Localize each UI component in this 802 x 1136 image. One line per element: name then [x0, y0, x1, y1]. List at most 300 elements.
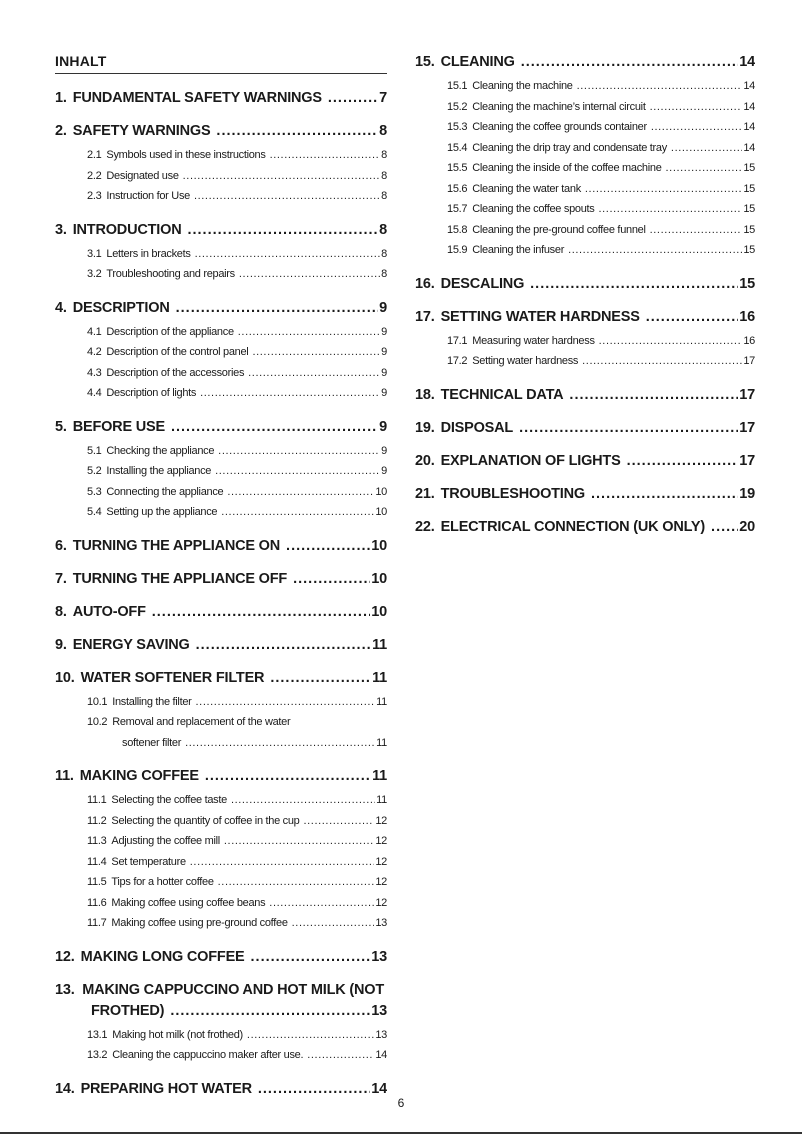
toc-section-page: 13 — [371, 948, 387, 965]
toc-subsection-number: 15.6 — [447, 182, 468, 195]
toc-subsection-title: Cleaning the water tank — [472, 182, 581, 195]
toc-subsection-number: 4.3 — [87, 366, 102, 379]
toc-subsection-number: 15.9 — [447, 244, 468, 256]
toc-section — [55, 220, 387, 285]
toc-subsection[interactable] — [447, 117, 755, 138]
toc-section-page: 11 — [372, 768, 387, 784]
toc-section — [55, 602, 387, 622]
toc-section — [415, 517, 755, 537]
toc-section-page: 20 — [739, 518, 755, 535]
toc-subsection-page: 8 — [381, 268, 387, 280]
toc-subsection-number: 13.2 — [87, 1049, 108, 1061]
toc-subsection-title: Cleaning the inside of the coffee machine — [472, 162, 662, 174]
toc-subsection-title: Cleaning the coffee grounds container — [472, 121, 647, 133]
toc-subsection-title: Installing the appliance — [106, 465, 212, 477]
toc-section-number: 4. — [55, 299, 67, 316]
toc-section — [55, 121, 387, 207]
toc-header: INHALT — [55, 52, 387, 74]
toc-subsection-number: 13.1 — [87, 1028, 108, 1041]
toc-subsection[interactable] — [447, 76, 755, 97]
toc-section — [55, 88, 387, 108]
toc-subsection-number: 11.5 — [87, 876, 107, 888]
toc-section-page: 16 — [739, 308, 755, 325]
toc-subsection-page: 16 — [743, 334, 755, 347]
toc-section-heading-cont[interactable] — [55, 1001, 387, 1021]
toc-leader-dots — [196, 692, 376, 713]
toc-section-page: 10 — [371, 603, 387, 620]
toc-subsection-title: Setting water hardness — [472, 355, 579, 367]
toc-leader-dots — [190, 852, 375, 873]
page-number: 6 — [397, 1096, 405, 1110]
toc-subsection-title: Measuring water hardness — [472, 334, 595, 347]
toc-section-heading[interactable] — [55, 668, 387, 688]
toc-leader-dots — [270, 145, 381, 166]
toc-subsection-title: Designated use — [106, 169, 179, 182]
toc-section-title: WATER SOFTENER FILTER — [80, 669, 265, 686]
toc-section-number: 6. — [55, 537, 67, 554]
toc-subsection-title: Adjusting the coffee mill — [111, 835, 220, 847]
toc-section-heading[interactable] — [415, 274, 755, 294]
toc-subsection[interactable] — [87, 363, 387, 384]
toc-leader-dots — [328, 88, 378, 108]
toc-subsection-list — [55, 1025, 387, 1066]
toc-subsection-title: Cleaning the coffee spouts — [472, 203, 595, 215]
toc-subsection[interactable] — [87, 811, 387, 832]
toc-leader-dots — [247, 1025, 374, 1046]
toc-subsection-number: 2.2 — [87, 169, 102, 182]
toc-subsection[interactable] — [87, 872, 387, 893]
bottom-rule — [0, 1132, 802, 1134]
toc-leader-dots — [238, 322, 380, 343]
toc-section — [55, 668, 387, 754]
toc-subsection-page: 9 — [381, 366, 387, 379]
toc-subsection[interactable] — [87, 692, 387, 713]
toc-subsection-title: Description of the accessories — [106, 366, 245, 379]
toc-section — [415, 307, 755, 372]
toc-subsection[interactable] — [447, 97, 755, 118]
toc-section-page: 15 — [739, 275, 755, 292]
toc-section-title-cont: FROTHED) — [91, 1002, 165, 1019]
toc-subsection[interactable] — [87, 502, 387, 523]
toc-leader-dots — [577, 76, 743, 97]
toc-leader-dots — [304, 811, 375, 832]
toc-subsection-title: Setting up the appliance — [106, 506, 218, 518]
toc-subsection-title: Selecting the quantity of coffee in the cup — [111, 814, 300, 827]
toc-section-title: FUNDAMENTAL SAFETY WARNINGS — [72, 90, 322, 106]
toc-subsection[interactable] — [87, 186, 387, 207]
toc-subsection-page: 15 — [743, 223, 755, 236]
toc-section-title: DESCRIPTION — [72, 299, 170, 316]
toc-subsection-page: 9 — [381, 325, 387, 338]
toc-section-title: MAKING COFFEE — [79, 768, 199, 784]
toc-subsection-number: 11.3 — [87, 835, 107, 847]
toc-subsection-title: Troubleshooting and repairs — [106, 268, 235, 280]
toc-subsection-title: Checking the appliance — [106, 444, 215, 457]
toc-subsection-page: 12 — [375, 855, 387, 868]
toc-subsection[interactable] — [87, 831, 387, 852]
toc-subsection-number: 15.4 — [447, 141, 468, 154]
toc-leader-dots — [270, 668, 371, 688]
toc-section-heading[interactable] — [415, 385, 755, 405]
toc-subsection-number: 15.5 — [447, 162, 468, 174]
toc-leader-dots — [239, 264, 380, 285]
toc-section-page: 10 — [371, 537, 387, 554]
toc-leader-dots — [521, 52, 739, 72]
toc-section-number: 18. — [415, 386, 435, 403]
toc-subsection[interactable] — [447, 179, 755, 200]
toc-subsection-title: Installing the filter — [112, 695, 192, 708]
toc-section-number: 14. — [55, 1080, 75, 1097]
toc-section-number: 8. — [55, 603, 67, 620]
toc-subsection[interactable] — [87, 893, 387, 914]
toc-subsection-list — [55, 441, 387, 523]
toc-subsection[interactable] — [87, 790, 387, 811]
toc-leader-dots — [650, 220, 743, 241]
toc-section-number: 19. — [415, 419, 435, 436]
toc-section-heading[interactable] — [415, 307, 755, 327]
toc-leader-dots — [269, 893, 374, 914]
toc-subsection[interactable] — [87, 383, 387, 404]
toc-leader-dots — [200, 383, 380, 404]
toc-section-title: TROUBLESHOOTING — [440, 485, 585, 502]
toc-section-page: 10 — [371, 570, 387, 587]
toc-subsection-page: 13 — [375, 917, 387, 929]
toc-subsection-page: 14 — [375, 1049, 387, 1061]
toc-subsection[interactable] — [87, 913, 387, 934]
toc-section-heading[interactable] — [55, 569, 387, 589]
toc-section-title: PREPARING HOT WATER — [80, 1080, 252, 1097]
toc-subsection-page: 12 — [375, 896, 387, 909]
toc-section-title: SETTING WATER HARDNESS — [440, 308, 640, 325]
toc-section — [55, 980, 387, 1066]
toc-subsection[interactable] — [87, 342, 387, 363]
toc-leader-dots — [218, 872, 375, 893]
toc-section-page: 11 — [372, 636, 387, 653]
toc-subsection-number: 5.1 — [87, 444, 102, 457]
toc-section-title: BEFORE USE — [72, 418, 165, 435]
toc-subsection-page: 14 — [743, 100, 755, 113]
toc-section — [55, 536, 387, 556]
toc-subsection-title: Making hot milk (not frothed) — [112, 1028, 243, 1041]
toc-subsection-page: 12 — [375, 835, 387, 847]
toc-section-heading[interactable] — [55, 766, 387, 786]
toc-subsection-page: 15 — [743, 203, 755, 215]
toc-subsection-title: Cleaning the machine’s internal circuit — [472, 100, 646, 113]
toc-section-number: 21. — [415, 485, 435, 502]
toc-section-heading[interactable] — [55, 298, 387, 318]
toc-leader-dots — [215, 461, 380, 482]
toc-subsection-number: 17.1 — [447, 334, 468, 347]
toc-section-page: 17 — [739, 419, 755, 436]
toc-leader-dots — [171, 417, 378, 437]
toc-leader-dots — [231, 790, 375, 811]
toc-subsection-list — [415, 76, 755, 261]
toc-subsection-page: 10 — [375, 506, 387, 518]
toc-section-heading[interactable] — [55, 220, 387, 240]
toc-subsection-number: 5.2 — [87, 465, 102, 477]
toc-subsection-number: 4.1 — [87, 325, 102, 338]
toc-section-page: 8 — [379, 221, 387, 238]
toc-leader-dots — [293, 569, 370, 589]
toc-section-heading[interactable] — [55, 417, 387, 437]
toc-subsection-number: 15.1 — [447, 80, 468, 92]
toc-section — [55, 417, 387, 523]
toc-subsection-number: 3.1 — [87, 247, 102, 260]
toc-section-title: TURNING THE APPLIANCE OFF — [72, 570, 288, 587]
toc-section-heading[interactable] — [415, 517, 755, 537]
toc-subsection-number: 11.2 — [87, 814, 107, 827]
toc-subsection-title: Cleaning the machine — [472, 80, 573, 92]
toc-subsection-title: Making coffee using pre-ground coffee — [111, 917, 288, 929]
toc-subsection-title: Instruction for Use — [106, 190, 190, 202]
toc-section-page: 14 — [371, 1080, 387, 1097]
toc-section-page: 17 — [739, 386, 755, 403]
toc-subsection-list — [55, 322, 387, 404]
toc-section-heading[interactable] — [415, 484, 755, 504]
toc-section-page: 11 — [372, 669, 387, 686]
toc-leader-dots — [530, 274, 738, 294]
toc-section-page: 9 — [379, 418, 387, 435]
toc-section-heading[interactable] — [55, 980, 387, 1001]
toc-section — [55, 569, 387, 589]
toc-leader-dots — [569, 385, 738, 405]
toc-subsection-page: 9 — [381, 387, 387, 399]
toc-section-title: DESCALING — [440, 275, 525, 292]
toc-leader-dots — [224, 831, 374, 852]
toc-subsection[interactable] — [447, 351, 755, 372]
toc-subsection-page: 11 — [376, 794, 387, 806]
toc-subsection-cont[interactable] — [87, 733, 387, 754]
toc-section-page: 14 — [739, 54, 755, 70]
toc-subsection[interactable] — [87, 441, 387, 462]
toc-subsection-page: 8 — [381, 149, 387, 161]
toc-subsection-title: Tips for a hotter coffee — [111, 876, 214, 888]
toc-subsection-page: 14 — [743, 80, 755, 92]
toc-left-column — [55, 52, 387, 1112]
toc-section-number: 9. — [55, 636, 67, 653]
toc-subsection-title: Symbols used in these instructions — [106, 149, 266, 161]
toc-section-number: 3. — [55, 221, 67, 238]
toc-subsection-title-cont: softener filter — [122, 736, 182, 749]
toc-subsection-number: 15.7 — [447, 203, 468, 215]
toc-leader-dots — [183, 166, 381, 187]
toc-section-title: SAFETY WARNINGS — [72, 123, 211, 139]
toc-subsection-title: Cleaning the infuser — [472, 244, 565, 256]
toc-subsection[interactable] — [87, 264, 387, 285]
toc-subsection-page: 17 — [743, 355, 755, 367]
toc-section-page: 17 — [739, 452, 755, 469]
toc-subsection[interactable] — [87, 712, 387, 733]
toc-subsection-title: Description of the appliance — [106, 325, 234, 338]
toc-subsection-title: Cleaning the cappuccino maker after use. — [112, 1049, 304, 1061]
toc-leader-dots — [599, 331, 743, 352]
toc-section — [415, 274, 755, 294]
toc-subsection-page: 11 — [376, 736, 387, 749]
toc-subsection[interactable] — [87, 145, 387, 166]
toc-subsection-title: Letters in brackets — [106, 247, 191, 260]
toc-leader-dots — [248, 363, 380, 384]
toc-section-title: DISPOSAL — [440, 419, 514, 436]
toc-subsection-number: 2.1 — [87, 149, 102, 161]
toc-section — [55, 766, 387, 934]
toc-leader-dots — [196, 635, 371, 655]
toc-subsection-title: Connecting the appliance — [106, 485, 224, 498]
toc-subsection[interactable] — [87, 852, 387, 873]
toc-section-number: 12. — [55, 948, 75, 965]
toc-subsection[interactable] — [87, 166, 387, 187]
toc-section-title: INTRODUCTION — [72, 221, 182, 238]
toc-leader-dots — [152, 602, 371, 622]
toc-subsection-page: 11 — [376, 695, 387, 708]
toc-subsection[interactable] — [87, 1045, 387, 1066]
toc-section — [55, 947, 387, 967]
toc-leader-dots — [187, 220, 378, 240]
toc-section-number: 17. — [415, 308, 435, 325]
toc-leader-dots — [221, 502, 374, 523]
toc-leader-dots — [227, 482, 374, 503]
toc-section-title: CLEANING — [440, 54, 515, 70]
toc-section-number: 20. — [415, 452, 435, 469]
toc-subsection-number: 11.1 — [87, 794, 107, 806]
toc-subsection-page: 12 — [375, 814, 387, 827]
toc-subsection-page: 15 — [743, 182, 755, 195]
toc-subsection-page: 14 — [743, 141, 755, 154]
toc-subsection-list — [55, 692, 387, 754]
toc-leader-dots — [216, 121, 378, 141]
toc-subsection[interactable] — [447, 199, 755, 220]
toc-section-number: 16. — [415, 275, 435, 292]
toc-subsection[interactable] — [87, 461, 387, 482]
toc-subsection-title: Making coffee using coffee beans — [111, 896, 266, 909]
toc-subsection-page: 9 — [381, 346, 387, 358]
toc-subsection-title: Cleaning the drip tray and condensate tray — [472, 141, 667, 154]
toc-subsection[interactable] — [447, 220, 755, 241]
toc-subsection-page: 10 — [375, 485, 387, 498]
toc-subsection-page: 8 — [381, 247, 387, 260]
toc-leader-dots — [170, 1001, 370, 1021]
toc-subsection-number: 11.4 — [87, 855, 107, 868]
toc-section-page: 9 — [379, 299, 387, 316]
toc-subsection-number: 3.2 — [87, 268, 102, 280]
toc-section — [415, 451, 755, 471]
toc-section-title: TURNING THE APPLIANCE ON — [72, 537, 281, 554]
toc-section-heading[interactable] — [55, 121, 387, 141]
toc-section-number: 15. — [415, 54, 435, 70]
toc-subsection-list — [55, 145, 387, 207]
toc-section-number: 13. — [55, 981, 75, 998]
toc-leader-dots — [519, 418, 738, 438]
toc-leader-dots — [195, 244, 381, 265]
toc-subsection[interactable] — [447, 138, 755, 159]
toc-leader-dots — [582, 351, 742, 372]
toc-section — [415, 385, 755, 405]
toc-subsection-page: 15 — [743, 162, 755, 174]
toc-section — [55, 298, 387, 404]
toc-subsection-page: 8 — [381, 169, 387, 182]
toc-subsection[interactable] — [87, 244, 387, 265]
toc-subsection-number: 15.2 — [447, 100, 468, 113]
toc-section-heading[interactable] — [55, 88, 387, 108]
toc-subsection-title: Cleaning the pre-ground coffee funnel — [472, 223, 646, 236]
toc-leader-dots — [194, 186, 380, 207]
toc-section-heading[interactable] — [415, 418, 755, 438]
toc-section-page: 7 — [379, 90, 387, 106]
toc-section-number: 10. — [55, 669, 75, 686]
toc-section-heading[interactable] — [55, 635, 387, 655]
toc-subsection-page: 15 — [743, 244, 755, 256]
toc-subsection[interactable] — [87, 1025, 387, 1046]
toc-section-number: 11. — [55, 768, 74, 784]
toc-subsection-list — [55, 244, 387, 285]
toc-subsection[interactable] — [87, 482, 387, 503]
toc-section-heading[interactable] — [55, 536, 387, 556]
toc-leader-dots — [205, 766, 371, 786]
toc-subsection-number: 15.8 — [447, 223, 468, 236]
toc-subsection-page: 9 — [381, 444, 387, 457]
toc-subsection[interactable] — [447, 158, 755, 179]
toc-section-number: 2. — [55, 123, 67, 139]
toc-right-list — [415, 52, 755, 537]
toc-section — [415, 52, 755, 261]
toc-section-page: 13 — [371, 1002, 387, 1019]
toc-section-heading[interactable] — [55, 602, 387, 622]
toc-leader-dots — [292, 913, 375, 934]
toc-subsection-title: Set temperature — [111, 855, 186, 868]
toc-subsection[interactable] — [447, 331, 755, 352]
toc-leader-dots — [251, 947, 371, 967]
toc-subsection-list — [55, 790, 387, 934]
toc-leader-dots — [286, 536, 370, 556]
toc-subsection-title: Selecting the coffee taste — [111, 794, 227, 806]
toc-subsection-number: 11.6 — [87, 896, 107, 909]
toc-section-page: 8 — [379, 123, 387, 139]
toc-left-list — [55, 88, 387, 1099]
toc-section — [55, 635, 387, 655]
toc-subsection[interactable] — [447, 240, 755, 261]
toc-section — [415, 484, 755, 504]
toc-section-number: 1. — [55, 90, 67, 106]
toc-leader-dots — [252, 342, 380, 363]
toc-section-heading[interactable] — [55, 947, 387, 967]
toc-section-title: AUTO-OFF — [72, 603, 146, 620]
toc-leader-dots — [650, 97, 743, 118]
toc-leader-dots — [585, 179, 742, 200]
toc-leader-dots — [307, 1045, 374, 1066]
toc-subsection-page: 13 — [375, 1028, 387, 1041]
toc-subsection-number: 15.3 — [447, 121, 468, 133]
toc-subsection-number: 5.3 — [87, 485, 102, 498]
toc-section-heading[interactable] — [415, 451, 755, 471]
toc-subsection[interactable] — [87, 322, 387, 343]
toc-leader-dots — [651, 117, 743, 138]
toc-section-title: EXPLANATION OF LIGHTS — [440, 452, 621, 469]
toc-subsection-number: 4.4 — [87, 387, 102, 399]
toc-subsection-number: 17.2 — [447, 355, 468, 367]
toc-leader-dots — [666, 158, 743, 179]
toc-section — [415, 418, 755, 438]
toc-subsection-title: Removal and replacement of the water — [112, 716, 291, 728]
toc-subsection-number: 10.2 — [87, 716, 108, 728]
toc-section-number: 22. — [415, 518, 435, 535]
toc-leader-dots — [591, 484, 738, 504]
toc-section-title: ENERGY SAVING — [72, 636, 190, 653]
toc-subsection-number: 4.2 — [87, 346, 102, 358]
toc-subsection-number: 5.4 — [87, 506, 102, 518]
toc-section-title: ELECTRICAL CONNECTION (UK ONLY) — [440, 518, 706, 535]
toc-section-page: 19 — [739, 485, 755, 502]
toc-leader-dots — [646, 307, 739, 327]
toc-section-heading[interactable] — [415, 52, 755, 72]
